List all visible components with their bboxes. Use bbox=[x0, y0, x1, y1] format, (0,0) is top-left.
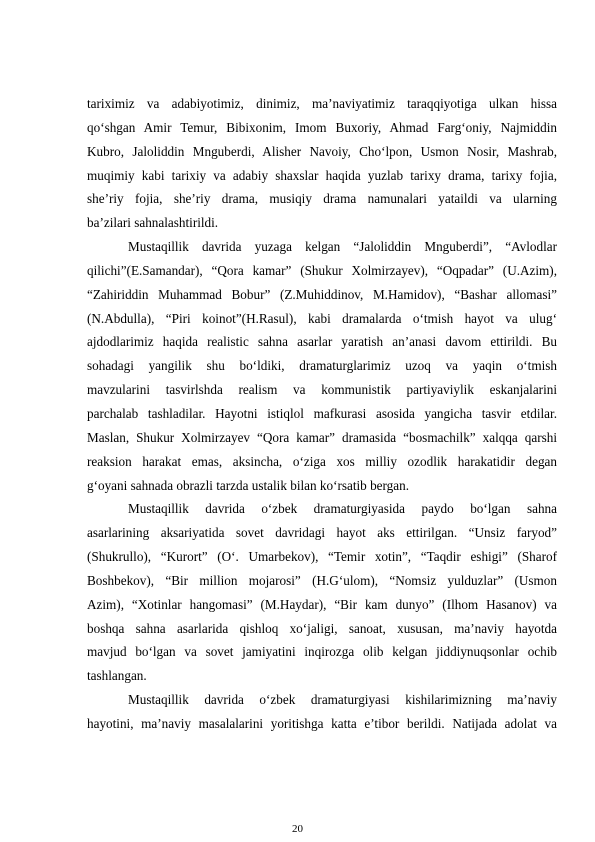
text-line: Kubro, Jaloliddin Mnguberdi, Alisher Navoiy, Cho‘lpon, Usmon Nosir, Mashrab, bbox=[87, 143, 557, 159]
text-line: Mustaqillik davrida o‘zbek dramaturgiyasida paydo bo‘lgan sahna bbox=[128, 501, 557, 517]
text-line: boshqa sahna asarlarida qishloq xo‘jaligi, sanoat, xususan, ma’naviy hayotda bbox=[87, 620, 557, 636]
text-line: g‘oyani sahnada obrazli tarzda ustalik bilan ko‘rsatib bergan. bbox=[87, 477, 410, 493]
text-line: ba’zilari sahnalashtirildi. bbox=[87, 215, 219, 231]
text-line: (N.Abdulla), “Piri koinot”(H.Rasul), kabi dramalarda o‘tmish hayot va ulug‘ bbox=[87, 310, 557, 326]
document-body bbox=[87, 92, 557, 736]
text-line: qilichi”(E.Samandar), “Qora kamar” (Shukur Xolmirzayev), “Oqpadar” (U.Azim), bbox=[87, 262, 557, 278]
text-line: ajdodlarimiz haqida realistic sahna asarlar yaratish an’anasi davom ettirildi. Bu bbox=[87, 334, 557, 350]
text-line: sohadagi yangilik shu bo‘ldiki, dramaturglarimiz uzoq va yaqin o‘tmish bbox=[87, 358, 557, 374]
text-line: Mustaqillik davrida o‘zbek dramaturgiyasi kishilarimizning ma’naviy bbox=[128, 692, 557, 708]
paragraph bbox=[87, 92, 557, 235]
text-line: mavjud bo‘lgan va sovet jamiyatini inqirozga olib kelgan jiddiynuqsonlar ochib bbox=[87, 644, 557, 660]
text-line: muqimiy kabi tarixiy va adabiy shaxslar haqida yuzlab tarixy drama, tarixy fojia, bbox=[87, 167, 557, 183]
text-line: she’riy fojia, she’riy drama, musiqiy drama namunalari yataildi va ularning bbox=[87, 191, 557, 207]
text-line: Azim), “Xotinlar hangomasi” (M.Haydar), “Bir kam dunyo” (Ilhom Hasanov) va bbox=[87, 596, 557, 612]
text-line: hayotini, ma’naviy masalalarini yoritishga katta e’tibor berildi. Natijada adolat va bbox=[87, 715, 557, 731]
text-line: asarlarining aksariyatida sovet davridagi hayot aks ettirilgan. “Unsiz faryod” bbox=[87, 525, 557, 541]
text-line: reaksion harakat emas, aksincha, o‘ziga xos milliy ozodlik harakatidir degan bbox=[87, 453, 557, 469]
text-line: (Shukrullo), “Kurort” (O‘. Umarbekov), “Temir xotin”, “Taqdir eshigi” (Sharof bbox=[87, 549, 557, 565]
text-line: Maslan, Shukur Xolmirzayev “Qora kamar” dramasida “bosmachilk” xalqqa qarshi bbox=[87, 429, 557, 445]
paragraph bbox=[87, 688, 557, 736]
paragraph bbox=[87, 235, 557, 497]
text-line: Boshbekov), “Bir million mojarosi” (H.G‘ulom), “Nomsiz yulduzlar” (Usmon bbox=[87, 572, 557, 588]
text-line: Mustaqillik davrida yuzaga kelgan “Jaloliddin Mnguberdi”, “Avlodlar bbox=[128, 239, 557, 255]
text-line: tashlangan. bbox=[87, 668, 147, 684]
text-line: parchalab tashladilar. Hayotni istiqlol mafkurasi asosida yangicha tasvir etdilar. bbox=[87, 405, 557, 421]
text-line: mavzularini tasvirlshda realism va kommunistik partiyaviylik eskanjalarini bbox=[87, 382, 557, 398]
text-line: tariximiz va adabiyotimiz, dinimiz, ma’naviyatimiz taraqqiyotiga ulkan hissa bbox=[87, 96, 557, 111]
paragraph bbox=[87, 497, 557, 688]
text-line: “Zahiriddin Muhammad Bobur” (Z.Muhiddinov, M.Hamidov), “Bashar allomasi” bbox=[87, 286, 557, 302]
text-line: qo‘shgan Amir Temur, Bibixonim, Imom Buxoriy, Ahmad Farg‘oniy, Najmiddin bbox=[87, 119, 557, 135]
page-number: 20 bbox=[292, 823, 303, 835]
